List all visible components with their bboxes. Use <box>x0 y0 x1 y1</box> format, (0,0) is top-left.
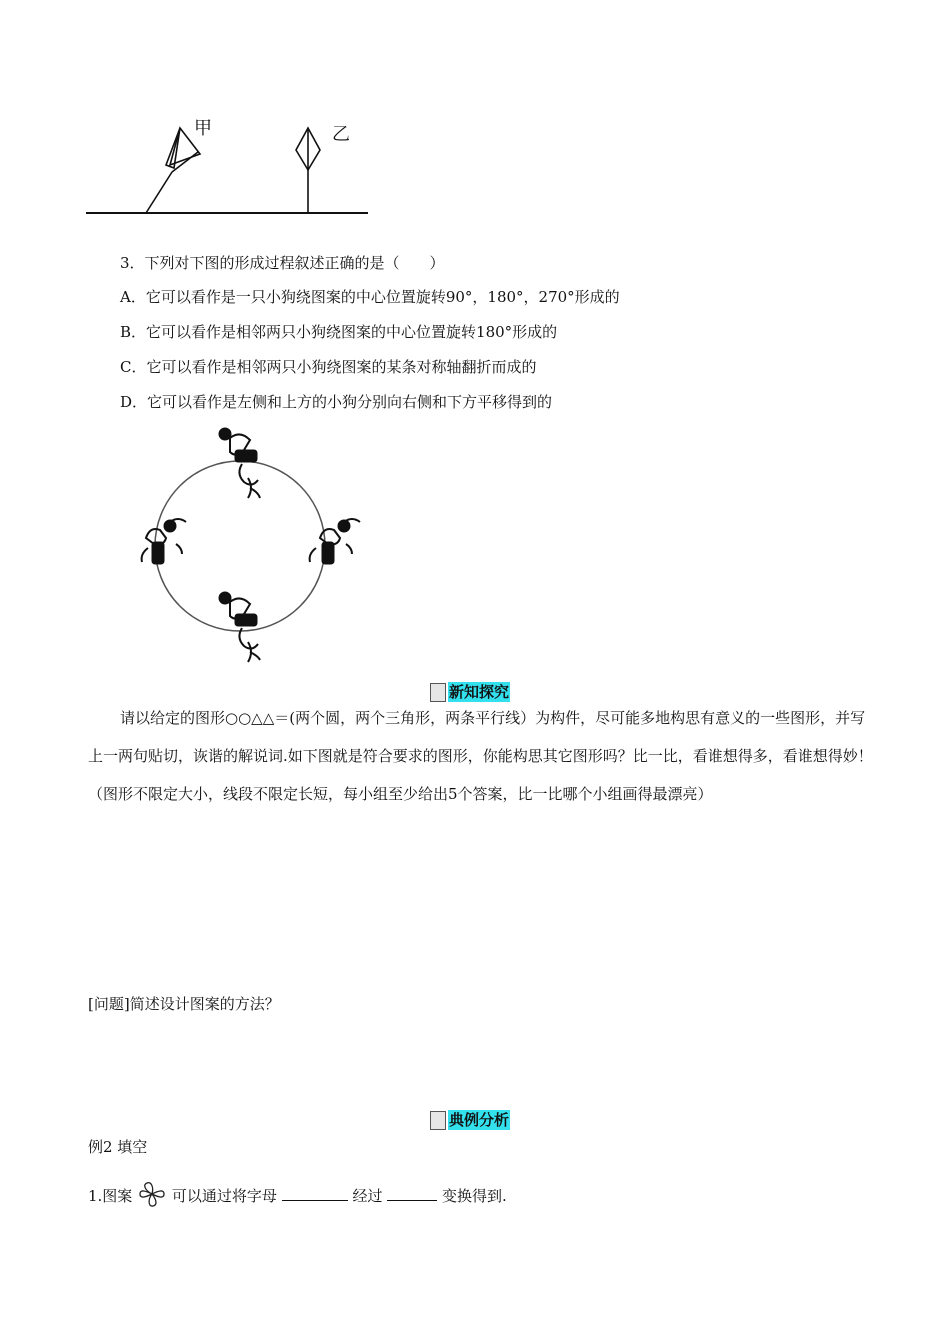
question-3-stem: 3．下列对下图的形成过程叙述正确的是（ ） <box>120 254 445 272</box>
section-header-examples <box>430 1110 510 1130</box>
item1-mid: 可以通过将字母 <box>171 1187 277 1205</box>
section-title: 典例分析 <box>449 1111 510 1129</box>
section-box-icon <box>430 1111 446 1130</box>
arrow-yi <box>296 128 320 213</box>
item1-prefix: 1.图案 <box>88 1187 133 1205</box>
exploration-paragraph: 请以给定的图形○○△△＝(两个圆，两个三角形，两条平行线）为构件，尽可能多地构思有意义的一些图形，并写上一两句贴切，诙谐的解说词.如下图就是符合要求的图形，你能构思其它图形吗？比一比，看谁想得多，看谁想得妙！（图形不限定大小，线段不限定长短，每小组至少给出5个答案，比一比哪个小组画得最漂亮） <box>88 709 873 803</box>
dogs-circle-figure <box>130 418 380 668</box>
blank-transform[interactable] <box>387 1186 437 1201</box>
option-b: B．它可以看作是相邻两只小狗绕图案的中心位置旋转180°形成的 <box>120 323 558 341</box>
arrows-figure <box>80 110 380 225</box>
option-a: A．它可以看作是一只小狗绕图案的中心位置旋转90°，180°，270°形成的 <box>120 288 620 306</box>
clover-pattern-icon <box>138 1181 166 1207</box>
label-yi: 乙 <box>332 124 350 145</box>
option-c: C．它可以看作是相邻两只小狗绕图案的某条对称轴翻折而成的 <box>120 358 537 376</box>
example-item-1 <box>88 1181 507 1207</box>
arrow-jia <box>146 128 200 213</box>
item1-suffix: 变换得到. <box>442 1187 507 1205</box>
section-title: 新知探究 <box>449 683 510 701</box>
dog-bottom-icon <box>219 592 260 662</box>
dog-left-icon <box>142 519 186 564</box>
item1-mid2: 经过 <box>352 1187 383 1205</box>
dog-right-icon <box>310 519 360 564</box>
question-design-method: [问题]简述设计图案的方法？ <box>88 995 280 1013</box>
option-d: D．它可以看作是左侧和上方的小狗分别向右侧和下方平移得到的 <box>120 393 553 411</box>
example-2-title: 例2 填空 <box>88 1138 148 1156</box>
circle <box>155 461 325 631</box>
label-jia: 甲 <box>194 118 212 139</box>
blank-letter[interactable] <box>282 1186 348 1201</box>
